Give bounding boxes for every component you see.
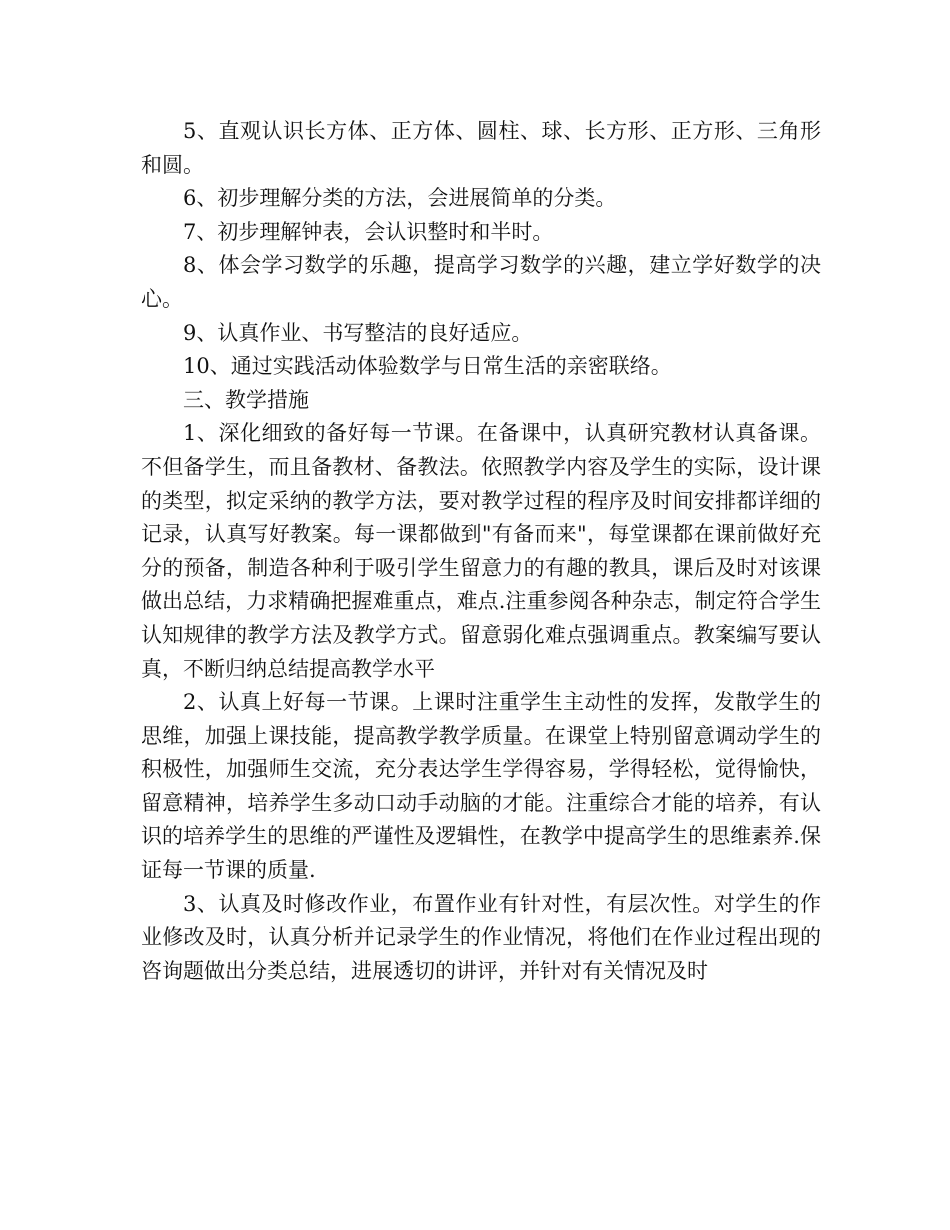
- paragraph-goal-8: 8、体会学习数学的乐趣，提高学习数学的兴趣，建立学好数学的决心。: [141, 253, 821, 311]
- paragraph-goal-9: 9、认真作业、书写整洁的良好适应。: [183, 320, 533, 345]
- paragraph-measure-3: 3、认真及时修改作业，布置作业有针对性，有层次性。对学生的作业修改及时，认真分析并记录学生的作业情况，将他们在作业过程出现的咨询题做出分类总结，进展透切的讲评，并针对有关情况及时: [141, 891, 821, 983]
- paragraph-goal-10: 10、通过实践活动体验数学与日常生活的亲密联络。: [183, 354, 672, 379]
- paragraph-measure-2: 2、认真上好每一节课。上课时注重学生主动性的发挥，发散学生的思维，加强上课技能，提高教学教学质量。在课堂上特别留意调动学生的积极性，加强师生交流，充分表达学生学得容易，学得轻松，觉得愉快，留意精神，培养学生多动口动手动脑的才能。注重综合才能的培养，有认识的培养学生的思维的严谨性及逻辑性，在教学中提高学生的思维素养.保证每一节课的质量.: [141, 690, 821, 883]
- document-body: [141, 115, 821, 988]
- paragraph-goal-7: 7、初步理解钟表，会认识整时和半时。: [183, 219, 554, 244]
- paragraph-measure-1: 1、深化细致的备好每一节课。在备课中，认真研究教材认真备课。不但备学生，而且备教材、备教法。依照教学内容及学生的实际，设计课的类型，拟定采纳的教学方法，要对教学过程的程序及时间安排都详细的记录，认真写好教案。每一课都做到"有备而来"，每堂课都在课前做好充分的预备，制造各种利于吸引学生留意力的有趣的教具，课后及时对该课做出总结，力求精确把握难重点，难点.注重参阅各种杂志，制定符合学生认知规律的教学方法及教学方式。留意弱化难点强调重点。教案编写要认真，不断归纳总结提高教学水平: [141, 421, 821, 681]
- paragraph-goal-5: 5、直观认识长方体、正方体、圆柱、球、长方形、正方形、三角形和圆。: [141, 119, 821, 177]
- paragraph-goal-6: 6、初步理解分类的方法，会进展简单的分类。: [183, 186, 617, 211]
- section-heading-measures: 三、教学措施: [183, 387, 309, 412]
